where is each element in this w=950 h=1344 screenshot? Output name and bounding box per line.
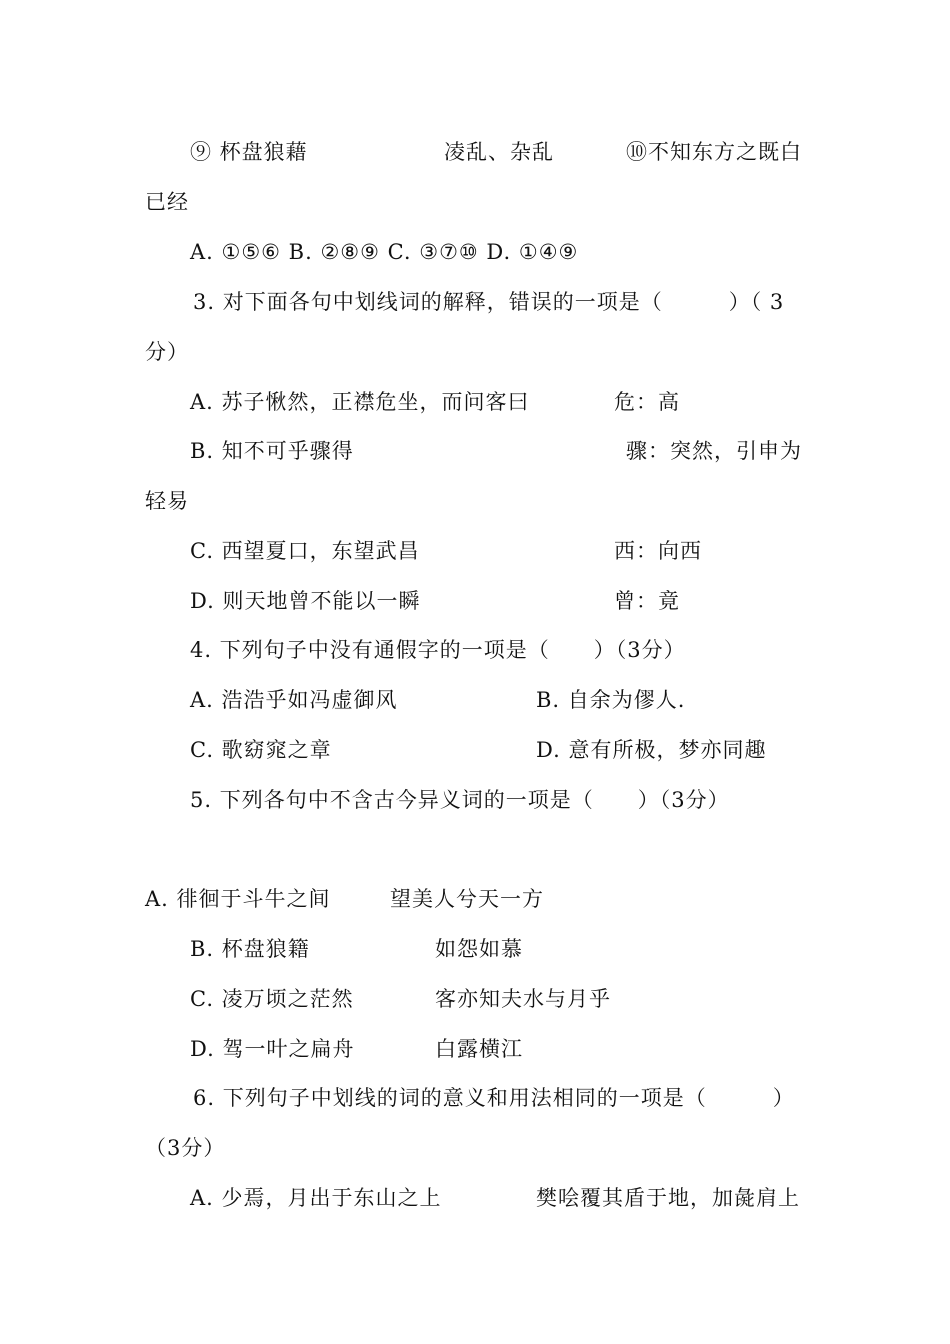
option-c: C. 凌万顷之茫然	[190, 987, 354, 1011]
option-a: A. 少焉，月出于东山之上	[190, 1186, 442, 1210]
answer-options: A. ①⑤⑥ B. ②⑧⑨ C. ③⑦⑩ D. ①④⑨	[190, 240, 579, 264]
question-5: 5. 下列各句中不含古今异义词的一项是（ ）（3分）	[190, 788, 730, 812]
option-a-pair: 望美人兮天一方	[390, 887, 544, 911]
option-d-pair: 白露横江	[435, 1037, 523, 1061]
option-b: B. 杯盘狼籍	[190, 937, 310, 961]
option-d: D. 则天地曾不能以一瞬	[190, 589, 421, 613]
text-line: 凌乱、杂乱	[444, 140, 554, 164]
option-d: D. 驾一叶之扁舟	[190, 1037, 355, 1061]
option-a-explanation: 危：高	[614, 390, 680, 414]
option-c-explanation: 西：向西	[614, 539, 702, 563]
option-d: D. 意有所极，梦亦同趣	[536, 738, 767, 762]
option-a: A. 徘徊于斗牛之间	[145, 887, 331, 911]
question-6: 6. 下列句子中划线的词的意义和用法相同的一项是（ ）	[193, 1086, 795, 1110]
option-a-pair: 樊哙覆其盾于地，加彘肩上	[536, 1186, 800, 1210]
option-a: A. 苏子愀然，正襟危坐，而问客曰	[190, 390, 530, 414]
text-line: ⑨ 杯盘狼藉	[190, 140, 308, 164]
text-line: 已经	[145, 190, 189, 214]
option-c: C. 歌窈窕之章	[190, 738, 332, 762]
text-line: 分）	[145, 340, 189, 364]
option-d-explanation: 曾：竟	[614, 589, 680, 613]
option-b: B. 知不可乎骤得	[190, 439, 354, 463]
text-line: 轻易	[145, 489, 189, 513]
question-4: 4. 下列句子中没有通假字的一项是（ ）（3分）	[190, 638, 686, 662]
question-3: 3. 对下面各句中划线词的解释，错误的一项是（ ）（ 3	[193, 290, 785, 314]
option-a: A. 浩浩乎如冯虚御风	[190, 688, 398, 712]
text-line: ⑩不知东方之既白	[626, 140, 802, 164]
option-b-pair: 如怨如慕	[435, 937, 523, 961]
option-b: B. 自余为僇人.	[536, 688, 686, 712]
text-line: （3分）	[145, 1136, 226, 1160]
option-b-explanation: 骤：突然，引申为	[626, 439, 802, 463]
option-c: C. 西望夏口，东望武昌	[190, 539, 420, 563]
option-c-pair: 客亦知夫水与月乎	[435, 987, 611, 1011]
